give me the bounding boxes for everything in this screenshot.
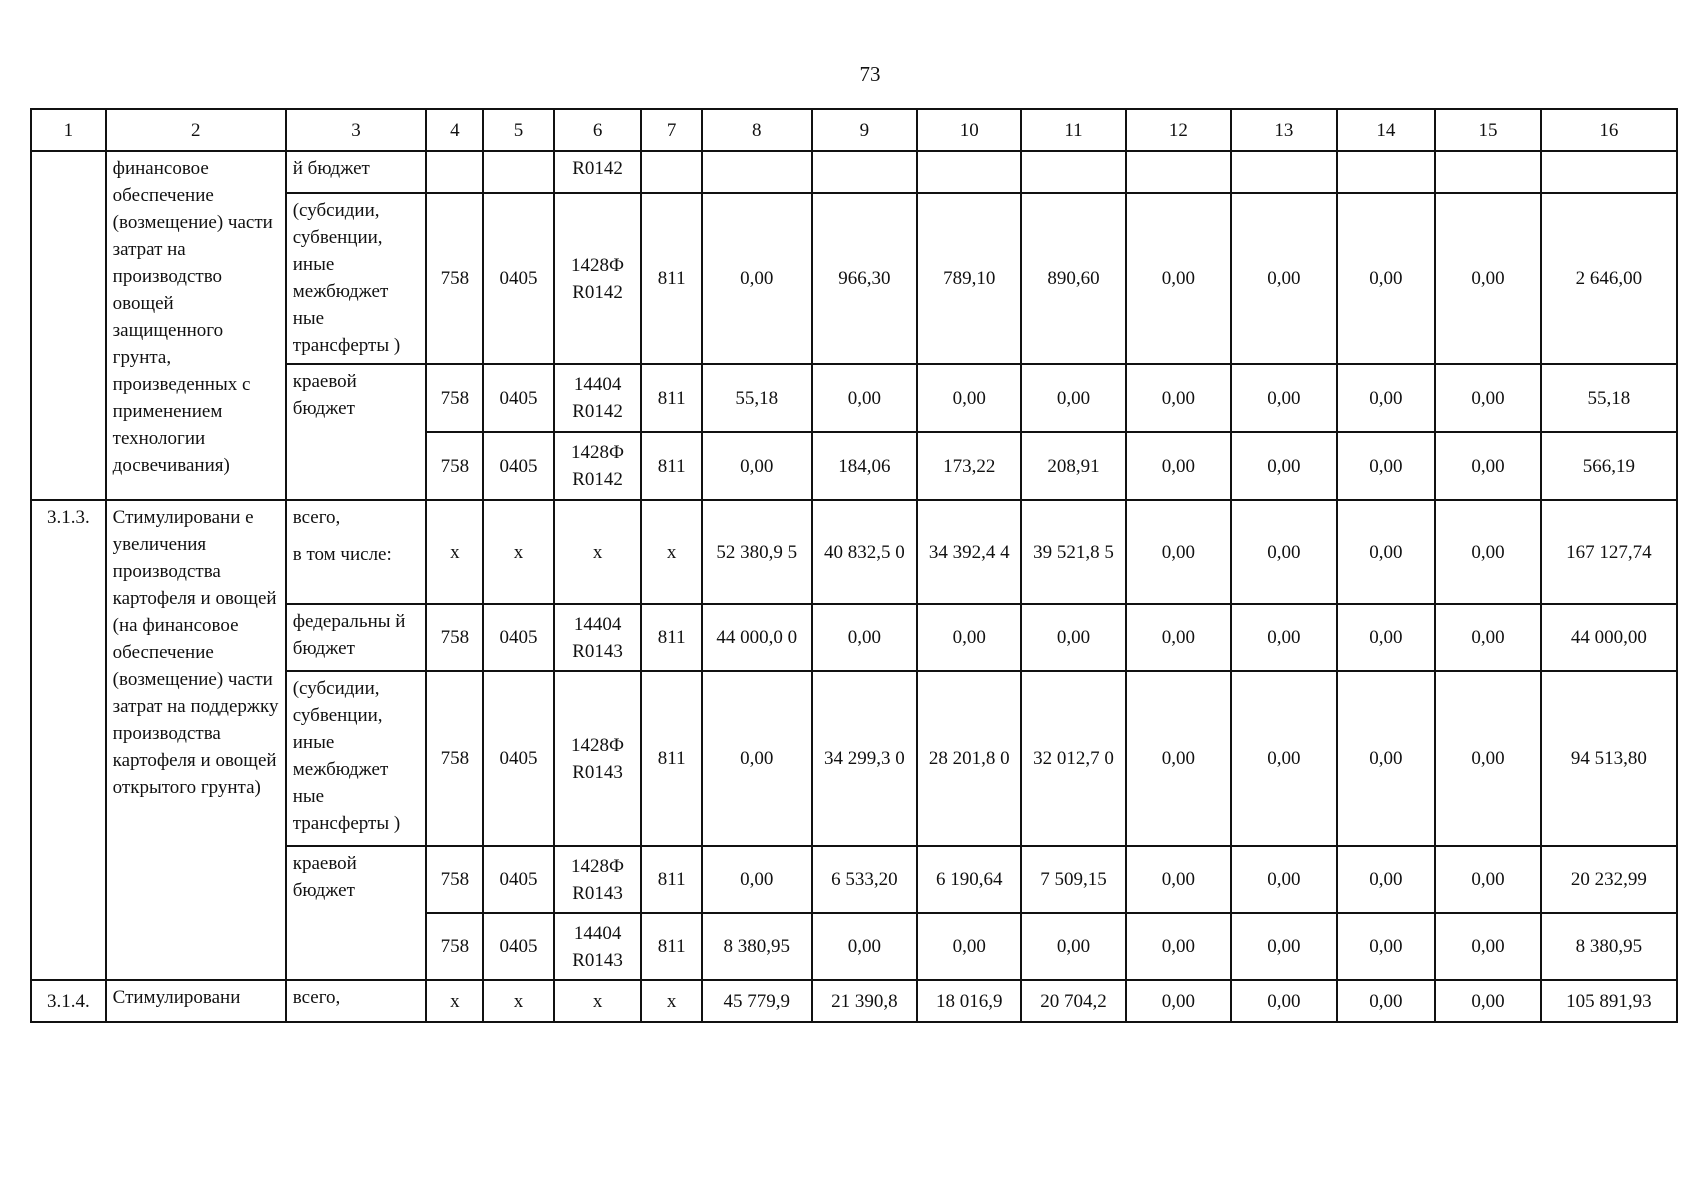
funding-source: федеральны й бюджет [286,604,427,671]
code-cell: 0405 [483,671,553,846]
value-cell: 0,00 [1126,913,1231,980]
value-cell: 39 521,8 5 [1021,500,1125,604]
value-cell: 52 380,9 5 [702,500,812,604]
value-cell: 105 891,93 [1541,980,1677,1022]
value-cell: 0,00 [1021,364,1125,432]
value-cell: 966,30 [812,193,917,364]
code-cell: 0405 [483,846,553,913]
funding-source: (субсидии, субвенции, иные межбюджет ные трансферты ) [286,193,427,364]
value-cell: 32 012,7 0 [1021,671,1125,846]
code-cell: 0405 [483,193,553,364]
value-cell: 0,00 [1435,846,1540,913]
value-cell: 0,00 [1435,364,1540,432]
value-cell: 0,00 [1231,913,1336,980]
value-cell: 0,00 [1337,846,1436,913]
value-cell: 0,00 [1126,364,1231,432]
code-cell: 758 [426,364,483,432]
code-cell: x [554,980,642,1022]
code-cell: R0142 [554,151,642,193]
budget-table [30,108,1678,1023]
code-cell: x [426,980,483,1022]
code-cell [426,151,483,193]
item-number [31,151,106,500]
code-cell: 811 [641,913,701,980]
value-cell: 94 513,80 [1541,671,1677,846]
table-row [31,500,1677,604]
value-cell: 44 000,0 0 [702,604,812,671]
column-header: 4 [426,109,483,151]
value-cell: 0,00 [702,846,812,913]
code-cell: 1428Ф R0142 [554,193,642,364]
value-cell: 167 127,74 [1541,500,1677,604]
value-cell: 0,00 [1231,846,1336,913]
code-cell: x [426,500,483,604]
value-cell: 0,00 [1435,432,1540,500]
code-cell: 1428Ф R0143 [554,846,642,913]
value-cell: 45 779,9 [702,980,812,1022]
value-cell [1541,151,1677,193]
value-cell: 20 232,99 [1541,846,1677,913]
column-header: 13 [1231,109,1336,151]
code-cell: x [554,500,642,604]
value-cell: 34 299,3 0 [812,671,917,846]
value-cell: 34 392,4 4 [917,500,1021,604]
value-cell: 0,00 [1337,913,1436,980]
header-row [31,109,1677,151]
value-cell: 0,00 [1231,980,1336,1022]
column-header: 3 [286,109,427,151]
code-cell: 14404 R0143 [554,913,642,980]
value-cell [917,151,1021,193]
page-number: 73 [859,62,881,86]
value-cell: 0,00 [1021,604,1125,671]
value-cell: 0,00 [702,432,812,500]
code-cell: 811 [641,846,701,913]
value-cell: 20 704,2 [1021,980,1125,1022]
code-cell: 758 [426,846,483,913]
value-cell [702,151,812,193]
value-cell: 0,00 [1435,500,1540,604]
value-cell: 0,00 [1337,980,1436,1022]
value-cell: 18 016,9 [917,980,1021,1022]
code-cell: x [641,980,701,1022]
column-header: 1 [31,109,106,151]
funding-source: краевой бюджет [286,364,427,500]
code-cell: 1428Ф R0142 [554,432,642,500]
value-cell: 0,00 [812,913,917,980]
column-header: 8 [702,109,812,151]
value-cell: 0,00 [812,604,917,671]
funding-source: всего, [286,980,427,1022]
value-cell: 55,18 [1541,364,1677,432]
value-cell: 8 380,95 [702,913,812,980]
code-cell: 758 [426,913,483,980]
value-cell: 40 832,5 0 [812,500,917,604]
value-cell: 0,00 [1126,500,1231,604]
column-header: 7 [641,109,701,151]
code-cell: 0405 [483,364,553,432]
funding-source: краевой бюджет [286,846,427,980]
value-cell [1126,151,1231,193]
column-header: 14 [1337,109,1436,151]
item-number: 3.1.4. [31,980,106,1022]
value-cell: 184,06 [812,432,917,500]
value-cell: 0,00 [1435,913,1540,980]
code-cell: 758 [426,671,483,846]
value-cell [1231,151,1336,193]
value-cell: 21 390,8 [812,980,917,1022]
value-cell: 0,00 [1021,913,1125,980]
value-cell: 0,00 [917,364,1021,432]
value-cell: 0,00 [702,193,812,364]
code-cell: 811 [641,193,701,364]
value-cell: 0,00 [1126,193,1231,364]
column-header: 6 [554,109,642,151]
value-cell: 0,00 [1337,432,1436,500]
code-cell [641,151,701,193]
table-row [31,980,1677,1022]
code-cell: 811 [641,604,701,671]
value-cell: 0,00 [1337,604,1436,671]
value-cell: 0,00 [1337,671,1436,846]
value-cell: 0,00 [1126,980,1231,1022]
table-row [31,151,1677,193]
value-cell: 0,00 [1435,980,1540,1022]
value-cell: 0,00 [1126,671,1231,846]
column-header: 16 [1541,109,1677,151]
item-name: финансовое обеспечение (возмещение) части затрат на производство овощей защищенного грунта, произведенных с применением технологии досвечивания) [106,151,286,500]
code-cell: 811 [641,671,701,846]
column-header: 15 [1435,109,1540,151]
code-cell: 1428Ф R0143 [554,671,642,846]
value-cell: 0,00 [1126,846,1231,913]
column-header: 10 [917,109,1021,151]
funding-source: (субсидии, субвенции, иные межбюджет ные трансферты ) [286,671,427,846]
value-cell: 0,00 [1435,604,1540,671]
code-cell: 0405 [483,913,553,980]
code-cell: x [483,500,553,604]
value-cell: 0,00 [1231,671,1336,846]
value-cell: 0,00 [1337,500,1436,604]
value-cell: 0,00 [702,671,812,846]
value-cell: 28 201,8 0 [917,671,1021,846]
code-cell: 0405 [483,432,553,500]
funding-source-total: всего, [292,507,341,528]
value-cell: 0,00 [812,364,917,432]
item-number: 3.1.3. [31,500,106,980]
column-header: 11 [1021,109,1125,151]
value-cell: 6 190,64 [917,846,1021,913]
value-cell: 0,00 [1435,193,1540,364]
code-cell [483,151,553,193]
value-cell: 0,00 [1231,193,1336,364]
value-cell: 0,00 [917,913,1021,980]
funding-source: й бюджет [286,151,427,193]
code-cell: 811 [641,364,701,432]
value-cell: 789,10 [917,193,1021,364]
value-cell: 0,00 [1337,364,1436,432]
value-cell [1021,151,1125,193]
value-cell: 0,00 [1337,193,1436,364]
item-name: Стимулировани [106,980,286,1022]
code-cell: 14404 R0142 [554,364,642,432]
value-cell: 566,19 [1541,432,1677,500]
value-cell: 890,60 [1021,193,1125,364]
value-cell [1337,151,1436,193]
value-cell: 44 000,00 [1541,604,1677,671]
code-cell: x [483,980,553,1022]
value-cell: 0,00 [1231,364,1336,432]
value-cell: 6 533,20 [812,846,917,913]
column-header: 9 [812,109,917,151]
value-cell: 0,00 [1231,432,1336,500]
value-cell: 0,00 [1126,432,1231,500]
column-header: 5 [483,109,553,151]
column-header: 12 [1126,109,1231,151]
code-cell: 811 [641,432,701,500]
code-cell: 758 [426,604,483,671]
code-cell: 758 [426,193,483,364]
funding-source-including: в том числе: [292,544,392,565]
value-cell [812,151,917,193]
value-cell: 0,00 [1231,604,1336,671]
column-header: 2 [106,109,286,151]
funding-source [286,500,427,604]
value-cell: 0,00 [1231,500,1336,604]
value-cell: 2 646,00 [1541,193,1677,364]
item-name: Стимулировани е увеличения производства картофеля и овощей (на финансовое обеспечение (возмещение) части затрат на поддержку производства картофеля и овощей открытого грунта) [106,500,286,980]
value-cell [1435,151,1540,193]
code-cell: x [641,500,701,604]
value-cell: 8 380,95 [1541,913,1677,980]
code-cell: 14404 R0143 [554,604,642,671]
code-cell: 758 [426,432,483,500]
value-cell: 0,00 [917,604,1021,671]
code-cell: 0405 [483,604,553,671]
value-cell: 0,00 [1435,671,1540,846]
value-cell: 173,22 [917,432,1021,500]
value-cell: 0,00 [1126,604,1231,671]
value-cell: 208,91 [1021,432,1125,500]
value-cell: 55,18 [702,364,812,432]
value-cell: 7 509,15 [1021,846,1125,913]
